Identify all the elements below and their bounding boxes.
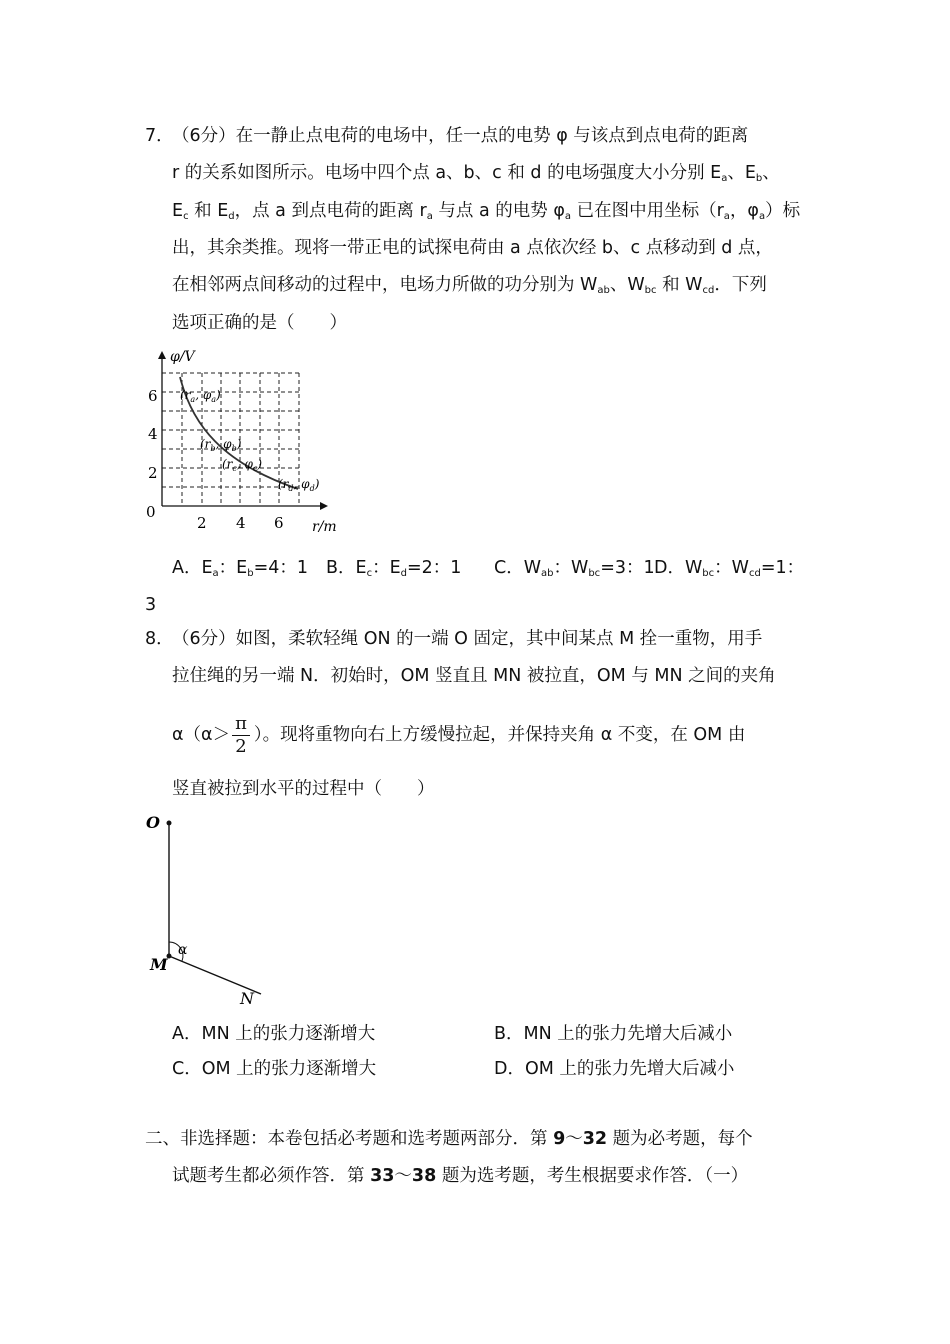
q7-line-1: （6分）在一静止点电荷的电场中，任一点的电势 φ 与该点到点电荷的距离 — [172, 126, 749, 146]
q8-option-d[interactable]: D．OM 上的张力先增大后减小 — [494, 1059, 735, 1079]
section2-line-1: 二、非选择题：本卷包括必考题和选考题两部分．第 9～32 题为必考题，每个 — [145, 1129, 753, 1149]
q8-option-a[interactable]: A．MN 上的张力逐渐增大 — [172, 1024, 376, 1044]
q7-line-3: $E_c$ 和 $E_d$，点 a 到点电荷的距离 $r_a$ 与点 a 的电势 $\varphi_a$ 已在图中用坐标（$r_a$，$\varphi_a$）标 — [172, 201, 801, 222]
q7-y-tick-2: 2 — [148, 464, 158, 482]
q7-y-tick-4: 4 — [148, 425, 158, 443]
q8-line-3: α（α＞ $\frac{\pi}{2}$ ）。现将重物向右上方缓慢拉起，并保持夹角 α 不变，在 OM 由 — [172, 712, 746, 757]
q8-line-4: 竖直被拉到水平的过程中（ ） — [172, 779, 435, 799]
q7-point-c-label: ($r_c$, $\varphi_c$) — [222, 457, 263, 473]
q7-y-tick-6: 6 — [148, 387, 158, 405]
q8-label-n: N — [240, 989, 254, 1008]
q7-option-c[interactable]: C．$W_{ab}$：$W_{bc}=3$：1 — [494, 558, 655, 579]
q8-option-c[interactable]: C．OM 上的张力逐渐增大 — [172, 1059, 377, 1079]
q7-x-tick-2: 2 — [197, 514, 207, 532]
q7-line-4: 出，其余类推。现将一带正电的试探电荷由 a 点依次经 b、c 点移动到 d 点， — [172, 238, 773, 258]
q7-option-d-wrap: 3 — [145, 595, 157, 615]
q8-line-1: （6分）如图，柔软轻绳 ON 的一端 O 固定，其中间某点 M 拴一重物，用手 — [172, 629, 763, 649]
q8-label-m: M — [150, 955, 168, 974]
q7-number: 7． — [145, 126, 174, 146]
q7-point-d-label: ($r_d$, $\varphi_d$) — [278, 477, 320, 493]
q7-option-b[interactable]: B．$E_c$：$E_d=2$：1 — [326, 558, 462, 579]
q7-y-arrow-icon — [158, 351, 166, 359]
q7-point-a-label: ($r_a$, $\varphi_a$) — [180, 388, 221, 404]
q8-label-o: O — [146, 813, 160, 832]
q8-number: 8． — [145, 629, 174, 649]
q7-line-5: 在相邻两点间移动的过程中，电场力所做的功分别为 $W_{ab}$、$W_{bc}$ 和 $W_{cd}$．下列 — [172, 275, 767, 296]
q8-option-b[interactable]: B．MN 上的张力先增大后减小 — [494, 1024, 733, 1044]
q8-line-2: 拉住绳的另一端 N．初始时，OM 竖直且 MN 被拉直，OM 与 MN 之间的夹角 — [172, 666, 776, 686]
q7-x-arrow-icon — [320, 502, 328, 510]
pi-over-2-fraction: $\frac{\pi}{2}$ — [232, 713, 250, 758]
q7-line-6: 选项正确的是（ ） — [172, 313, 347, 333]
q7-x-tick-4: 4 — [236, 514, 246, 532]
q7-potential-graph — [140, 345, 355, 545]
q7-point-b-label: ($r_b$, $\varphi_b$) — [200, 437, 242, 453]
q7-option-a[interactable]: A．$E_a$：$E_b=4$：1 — [172, 558, 309, 579]
section2-line-2: 试题考生都必须作答．第 33～38 题为选考题，考生根据要求作答．（一） — [172, 1166, 749, 1186]
q7-x-tick-6: 6 — [274, 514, 284, 532]
q8-label-alpha: α — [178, 942, 188, 958]
q7-line-2: r 的关系如图所示。电场中四个点 a、b、c 和 d 的电场强度大小分别 $E_a$、$E_b$、 — [172, 163, 780, 184]
q8-rope-figure — [140, 808, 280, 1008]
q7-origin-label: 0 — [146, 503, 156, 521]
q7-x-axis-label: r/m — [312, 519, 337, 535]
q7-y-axis-label: φ/V — [170, 349, 195, 365]
q7-option-d[interactable]: D．$W_{bc}$：$W_{cd}=1$： — [654, 558, 805, 579]
